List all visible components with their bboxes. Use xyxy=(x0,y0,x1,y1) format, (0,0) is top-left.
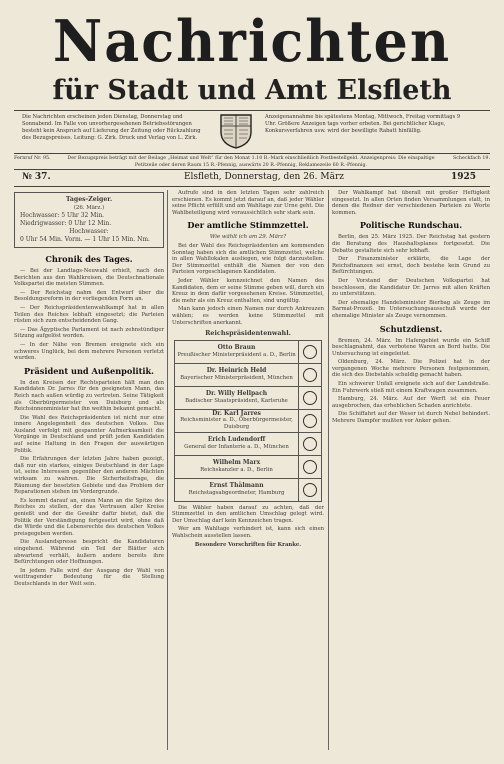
column-2 xyxy=(172,190,324,754)
section-heading: Präsident und Außenpolitik. xyxy=(23,365,154,376)
issue-number: № 37. xyxy=(22,172,51,182)
article-paragraph: Aufrufe sind in den letzten Tagen sehr zahlreich erschienen. Es kommt jetzt darauf an, daß jeder Wähler seine Pflicht erfüllt und am Wahltage zur Urne geht. Die Wahlbeteiligung wird voraussichtlich sehr stark sein. xyxy=(172,190,324,216)
section-heading: Der amtliche Stimmzettel. xyxy=(187,220,309,231)
divider xyxy=(14,186,490,187)
ballot-paper xyxy=(174,340,322,502)
article-paragraph: Bei der Wahl des Reichspräsidenten am kommenden Sonntag haben sich die amtlichen Stimmzettel, welche in allen Wahllokalen ausliegen, wie folgt darzustellen. Der Stimmzettel enthält die Namen der von den Parteien vorgeschlagenen Kandidaten. xyxy=(172,242,324,276)
tide-line: Hochwasser: 5 Uhr 32 Min. xyxy=(20,212,105,219)
article-paragraph: In jedem Falle wird der Ausgang der Wahl von weittragender Bedeutung für die Stellung Deutschlands in der Welt sein. xyxy=(14,567,164,587)
section-heading: Schutzdienst. xyxy=(379,323,443,334)
candidate-name: Dr. Karl Jarres xyxy=(212,409,261,417)
article-paragraph: Wer am Wahltage verhindert ist, kann sich einen Wahlschein ausstellen lassen. xyxy=(172,526,324,540)
column-1 xyxy=(14,190,164,754)
ballot-row xyxy=(175,479,321,501)
article-paragraph: Oldenburg, 24. März. Die Polizei hat in der vergangenen Woche mehrere Personen festgenommen, die sich des Diebstahls schuldig gemacht haben. xyxy=(332,359,490,379)
candidate-name: Wilhelm Marx xyxy=(212,459,261,467)
ballot-row xyxy=(175,456,321,479)
ballot-row xyxy=(175,364,321,387)
tide-line: Hochwasser: xyxy=(69,228,109,235)
divider xyxy=(14,110,490,111)
candidate-desc: Reichstagsabgeordneter, Hamburg xyxy=(188,489,285,496)
candidate-desc: Reichsminister a. D., Oberbürgermeister, Duisburg xyxy=(180,417,293,430)
article-paragraph: Die Erfahrungen der letzten Jahre haben gezeigt, daß nur ein starkes, einiges Deutschland in der Lage ist, seine Interessen gegenüber den anderen Mächten wirksam zu wahren. Die Sicherheitsfrage, die Räumung der besetzten Gebiete und das Problem der Reparationen stehen im Vordergrunde. xyxy=(14,456,164,496)
tide-table-title: Tages-Zeiger. xyxy=(65,196,113,203)
postbox: Scheckfach 19. xyxy=(452,156,490,161)
ballot-circle xyxy=(303,345,317,359)
masthead-title: Nachrichten xyxy=(52,7,452,75)
article-paragraph: Die Auslandspresse bespricht die Kandidaturen eingehend. Während ein Teil der Blätter sich abwartend verhält, äußern andere bereits ihre Befürchtungen oder Hoffnungen. xyxy=(14,539,164,566)
masthead-subtitle: für Stadt und Amt Elsfleth xyxy=(52,75,452,106)
article-paragraph: Man kann jedoch einen Namen nur durch Ankreuzen wählen; es werden keine Stimmzettel mit Unterschriften anerkannt. xyxy=(172,306,324,326)
news-item: — Bei der Landtags-Neuwahl erhielt, nach den Berichten aus den Wahlkreisen, die Deutschnationale Volkspartei die meisten Stimmen. xyxy=(14,268,164,288)
coat-of-arms-icon xyxy=(218,112,254,150)
section-heading: Chronik des Tages. xyxy=(45,254,133,264)
article-subheading: Besondere Vorschriften für Kranke. xyxy=(194,541,302,548)
article-paragraph: Der Finanzminister erklärte, die Lage der Reichsfinanzen sei ernst, doch bestehe kein Grund zu Befürchtungen. xyxy=(332,256,490,276)
article-paragraph: Der ehemalige Handelsminister Bierbag als Zeuge im Barmat-Prozeß. Im Untersuchungsausschuß wurde der ehemalige Minister als Zeuge vernommen. xyxy=(332,299,490,319)
news-item: — In der Nähe von Bremen ereignete sich ein schweres Unglück, bei dem mehrere Personen verletzt wurden. xyxy=(14,341,164,362)
divider xyxy=(14,169,490,170)
tide-line: 0 Uhr 54 Min. Vorm. — 1 Uhr 15 Min. Nm. xyxy=(20,236,150,243)
price-info: Der Bezugspreis beträgt mit der Beilage „Heimat und Welt“ für den Monat 1.10 R.-Mark einschließlich Postbestellgeld. Anzeigenpreis: Die einspaltige Petitzeile oder deren Raum 15 R.-Pfennig, auswärts 20 R.-Pfennig, Reklamezeile 60 R.-Pfennig. xyxy=(67,156,435,168)
tide-table xyxy=(14,192,164,248)
section-subheading: Wie wählt ich am 29. März? xyxy=(209,234,287,241)
column-3 xyxy=(332,190,490,754)
issue-year: 1925 xyxy=(450,172,476,182)
ballot-circle xyxy=(303,460,317,474)
phone-number: Fernruf Nr. 95. xyxy=(14,156,51,161)
candidate-name: Dr. Heinrich Held xyxy=(206,367,267,375)
candidate-name: Ernst Thälmann xyxy=(209,482,264,490)
ballot-row xyxy=(175,341,321,364)
column-rule xyxy=(328,190,329,750)
ballot-row xyxy=(175,433,321,456)
article-paragraph: Der Wahlkampf hat überall mit großer Heftigkeit eingesetzt. In allen Orten finden Versammlungen statt, in denen die Redner der verschiedenen Parteien zu Worte kommen. xyxy=(332,190,490,216)
section-heading: Politische Rundschau. xyxy=(359,220,463,231)
candidate-name: Dr. Willy Hellpach xyxy=(205,390,268,398)
article-paragraph: Hamburg, 24. März. Auf der Werft ist ein Feuer ausgebrochen, das erheblichen Schaden anrichtete. xyxy=(332,396,490,409)
ballot-circle xyxy=(303,391,317,405)
ballot-heading: Reichspräsidentenwahl. xyxy=(205,329,291,338)
article-paragraph: Jeder Wähler kennzeichnet den Namen des Kandidaten, dem er seine Stimme geben will, durch ein Kreuz in dem dafür vorgesehenen Kreise. Stimmzettel, die mehr als ein Kreuz enthalten, sind ungültig. xyxy=(172,277,324,304)
publication-info: Die Nachrichten erscheinen jeden Dienstag, Donnerstag und Sonnabend. Im Falle von unvorhergesehenen Betriebsstörungen besteht kein Anspruch auf Lieferung der Zeitung oder Rückzahlung des Bezugspreises. Leitung: G. Zirk. Druck und Verlag von L. Zirk. xyxy=(22,114,201,141)
candidate-name: Otto Braun xyxy=(217,344,256,352)
candidate-desc: Reichskanzler a. D., Berlin xyxy=(200,466,273,473)
news-item: — Der Reichspräsidentenwahlkampf hat in allen Teilen des Reiches lebhaft eingesetzt; die Parteien rüsten sich zum entscheidenden Gang. xyxy=(14,304,164,325)
ballot-circle xyxy=(303,414,317,428)
candidate-desc: Bayerischer Ministerpräsident, München xyxy=(180,374,293,381)
candidate-desc: Badischer Staatspräsident, Karlsruhe xyxy=(185,397,288,404)
column-rule xyxy=(167,190,168,750)
ballot-circle xyxy=(303,483,317,497)
advertising-info: Anzeigenannahme bis spätestens Montag, Mittwoch, Freitag vormittags 9 Uhr. Größere Anzeigen tags vorher erbeten. Bei gerichtlicher Klage, Konkursverfahren usw. wird der bewilligte Rabatt hinfällig. xyxy=(265,114,461,134)
tide-line: Niedrigwasser: 0 Uhr 12 Min. xyxy=(20,220,112,227)
article-paragraph: In den Kreisen der Rechtsparteien hält man den Kandidaten Dr. Jarres für den geeigneten Mann, das Reich nach außen würdig zu vertreten. Seine Tätigkeit als Oberbürgermeister von Duisburg und als Reichsinnenminister hat ihn weithin bekannt gemacht. xyxy=(14,379,164,413)
candidate-desc: Preußischer Ministerpräsident a. D., Berlin xyxy=(177,351,296,358)
candidate-name: Erich Ludendorff xyxy=(207,436,266,444)
ballot-circle xyxy=(303,437,317,451)
article-paragraph: Der Vorstand der Deutschen Volkspartei hat beschlossen, die Kandidatur Dr. Jarres mit allen Kräften zu unterstützen. xyxy=(332,277,490,298)
ballot-row xyxy=(175,410,321,433)
tide-table-date: (26. März.) xyxy=(73,205,105,211)
ballot-circle xyxy=(303,368,317,382)
issue-dateline xyxy=(14,172,490,186)
article-paragraph: Bremen, 24. März. Im Hafengebiet wurde ein Schiff beschlagnahmt, das verbotene Waren an Bord hatte. Die Untersuchung ist eingeleitet. xyxy=(332,337,490,357)
article-paragraph: Die Wahl des Reichspräsidenten ist nicht nur eine innere Angelegenheit des deutschen Volkes. Das Ausland verfolgt mit gespannter Aufmerksamkeit die Vorgänge in Deutschland und prüft jeden Kandidaten auf seine Haltung in den Fragen der auswärtigen Politik. xyxy=(14,414,164,454)
issue-date: Elsfleth, Donnerstag, den 26. März xyxy=(183,172,344,182)
article-paragraph: Die Schiffahrt auf der Weser ist durch Nebel behindert. Mehrere Dampfer mußten vor Anker gehen. xyxy=(332,411,490,425)
news-item: — Der Reichstag nahm den Entwurf über die Besoldungsreform in der vorliegenden Form an. xyxy=(14,289,164,303)
ballot-row xyxy=(175,387,321,410)
news-item: — Das Ägyptische Parlament ist nach zehnstündiger Sitzung aufgelöst worden. xyxy=(14,326,164,340)
divider xyxy=(14,153,490,154)
candidate-desc: General der Infanterie a. D., München xyxy=(184,443,289,450)
article-paragraph: Ein schwerer Unfall ereignete sich auf der Landstraße. Ein Fuhrwerk stieß mit einem Kraftwagen zusammen. xyxy=(332,381,490,394)
article-paragraph: Es kommt darauf an, einen Mann an die Spitze des Reiches zu stellen, der das Vertrauen aller Kreise genießt und der die Gewähr dafür bietet, daß die Politik der Verständigung fortgesetzt wird, ohne daß die Würde und die Lebensrechte des deutschen Volkes preisgegeben werden. xyxy=(14,497,164,537)
article-paragraph: Berlin, den 25. März 1925. Der Reichstag hat gestern die Beratung des Haushaltsplanes fortgesetzt. Die Debatte gestaltete sich sehr lebhaft. xyxy=(332,234,490,254)
article-paragraph: Die Wähler haben darauf zu achten, daß der Stimmzettel in den amtlichen Umschlag gelegt wird. Der Umschlag darf kein Kennzeichen tragen. xyxy=(172,504,324,524)
